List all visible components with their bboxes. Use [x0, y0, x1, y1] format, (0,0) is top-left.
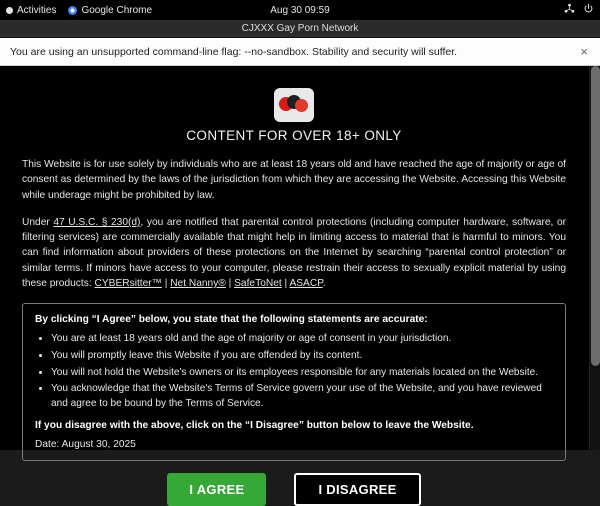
filters-end: .	[322, 278, 326, 290]
paragraph-parental-controls	[22, 215, 566, 291]
para2-pre: Under	[22, 216, 54, 228]
page-viewport	[0, 66, 600, 497]
sep-1: |	[161, 278, 171, 290]
agreement-bullet-list	[35, 332, 553, 411]
sep-2: |	[225, 278, 235, 290]
disagree-button[interactable]: I DISAGREE	[294, 473, 420, 506]
page-scrollbar[interactable]	[589, 66, 600, 450]
list-item: • You will not hold the Website's owners or its employees responsible for any materials located on the Website.	[51, 366, 553, 381]
chrome-icon	[68, 6, 77, 15]
site-logo-icon	[274, 88, 314, 122]
unsupported-flag-infobar	[0, 38, 600, 66]
agree-button[interactable]: I AGREE	[167, 473, 266, 506]
filter-link-asacp[interactable]: ASACP	[289, 278, 323, 290]
filter-link-cybersitter[interactable]: CYBERsitter™	[94, 278, 162, 290]
clock[interactable]: Aug 30 09:59	[270, 4, 330, 16]
list-item: • You acknowledge that the Website's Terms of Service govern your use of the Website, and you have reviewed and agree to be bound by the Terms of Service.	[51, 382, 553, 411]
activities-label: Activities	[17, 4, 57, 16]
list-item: • You will promptly leave this Website if you are offended by its content.	[51, 349, 553, 364]
paragraph-age-requirement: This Website is for use solely by individuals who are at least 18 years old and have reached the age of majority or age of consent as determined by the laws of the jurisdiction from which they are accessing the Website. Accessing this Website while underage might be prohibited by law.	[22, 159, 566, 201]
logo-container	[22, 88, 566, 122]
window-title-bar[interactable]	[0, 20, 600, 38]
page-title: CONTENT FOR OVER 18+ ONLY	[186, 128, 402, 143]
law-link[interactable]: 47 U.S.C. § 230(d)	[53, 216, 141, 228]
button-row	[22, 473, 566, 506]
network-icon[interactable]	[564, 3, 575, 17]
sep-3: |	[281, 278, 290, 290]
activities-button[interactable]	[6, 5, 56, 16]
agreement-lead: By clicking “I Agree” below, you state that the following statements are accurate:	[35, 314, 428, 326]
window-title: CJXXX Gay Porn Network	[241, 23, 359, 34]
filter-link-safetonet[interactable]: SafeToNet	[234, 278, 282, 290]
app-name-label: Google Chrome	[81, 4, 153, 16]
disagree-instruction: If you disagree with the above, click on the “I Disagree” button below to leave the Website.	[35, 419, 474, 431]
scrollbar-thumb[interactable]	[591, 66, 600, 366]
app-menu-chrome[interactable]	[68, 5, 152, 16]
power-icon[interactable]	[583, 3, 594, 17]
activities-dot-icon	[6, 7, 13, 14]
filter-link-netnanny[interactable]: Net Nanny®	[170, 278, 226, 290]
system-top-bar	[0, 0, 600, 20]
list-item: • You are at least 18 years old and the age of majority or age of consent in your jurisdiction.	[51, 332, 553, 347]
para2-mid: , you are notified that parental control protections (including computer hardware, software, or filtering services) are commercially available that might help in limiting access to material that is harmful to minors. You can find information about providers of these protections on the Internet by searching “parental control protection” or similar terms. If minors have access to your computer, please restrain their access to sexually explicit material by using these products:	[22, 216, 567, 290]
date-stamp: Date: August 30, 2025	[35, 438, 136, 450]
agreement-box	[22, 303, 566, 460]
age-gate-content	[0, 66, 588, 506]
infobar-message: You are using an unsupported command-line flag: --no-sandbox. Stability and security will suffer.	[10, 45, 458, 58]
close-icon[interactable]: ×	[580, 44, 588, 59]
